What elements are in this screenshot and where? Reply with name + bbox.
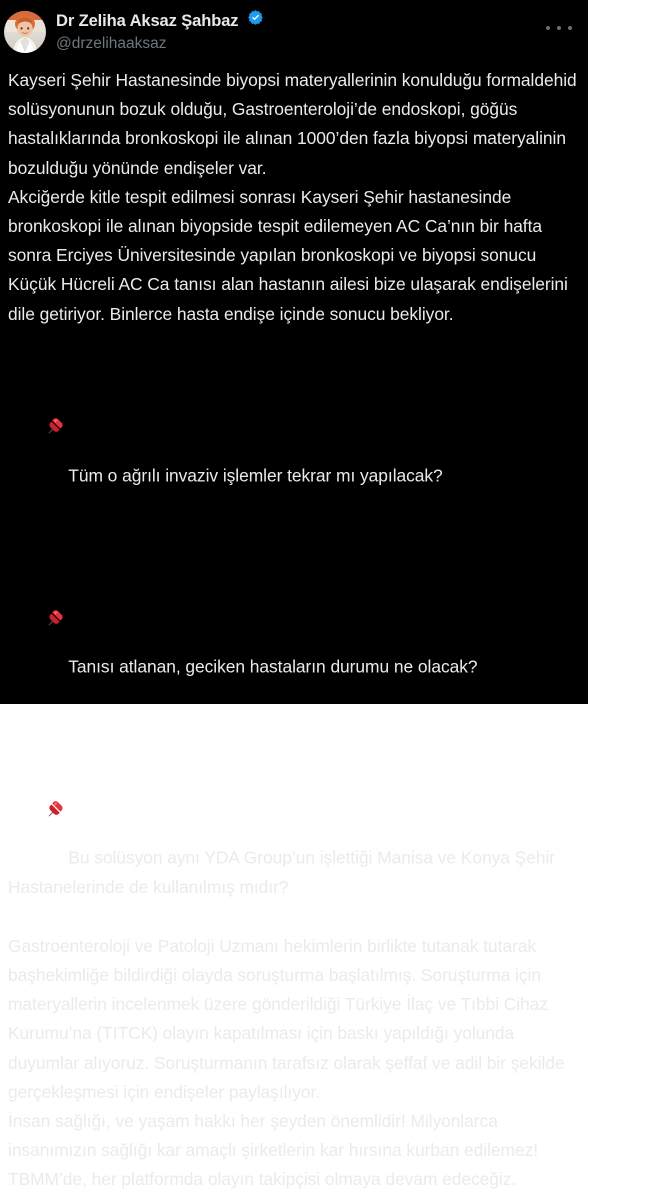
tweet-header	[0, 0, 588, 62]
tweet-paragraph: Kayseri Şehir Hastanesinde biyopsi materyallerinin konulduğu formaldehid solüsyonunun bozuk olduğu, Gastroenteroloji’de endoskopi, göğüs hastalıklarında bronkoskopi ile alınan 1000’den fazla biyopsi materyalinin bozulduğu yönünde endişeler var.	[8, 70, 582, 178]
more-options-icon[interactable]	[546, 20, 572, 36]
tweet-paragraph: Akciğerde kitle tespit edilmesi sonrası Kayseri Şehir hastanesinde bronkoskopi ile alınan biyopside tespit edilemeyen AC Ca’nın bir hafta sonra Erciyes Üniversitesinde yapılan bronkoskopi ve biyopsi sonucu Küçük Hücreli AC Ca tanısı alan hastanın ailesi bize ulaşarak endişelerini dile getiriyor. Binlerce hasta endişe içinde sonucu bekliyor.	[8, 186, 573, 324]
verified-badge-icon	[247, 9, 264, 31]
page-right-margin	[588, 0, 650, 704]
pushpin-icon	[46, 740, 65, 759]
display-name[interactable]: Dr Zeliha Aksaz Şahbaz	[56, 12, 239, 30]
pushpin-icon	[46, 549, 65, 568]
more-dot	[557, 26, 561, 30]
tweet-body	[0, 62, 588, 1195]
pinned-question-text: Tüm o ağrılı invaziv işlemler tekrar mı yapılacak?	[68, 465, 443, 486]
tweet-paragraph: Gastroenteroloji ve Patoloji Uzmanı hekimlerin birlikte tutanak tutarak başhekimliğe bildirdiği olayda soruşturma başlatılmış. Soruşturma için materyallerin incelenmek üzere gönderildiği Türkiye İlaç ve Tıbbi Cihaz Kurumu’na (TITCK) olayın kapatılması için baskı yapıldığı yolunda duyumlar alıyoruz. Soruşturmanın tarafsız olarak şeffaf ve adil bir şekilde gerçekleşmesi için endişeler paylaşılıyor.	[8, 935, 570, 1102]
pinned-question	[8, 520, 578, 711]
avatar-image	[4, 11, 46, 53]
avatar[interactable]	[4, 11, 46, 53]
pinned-question-text: Bu solüsyon aynı YDA Group’un işlettiği Manisa ve Konya Şehir Hastanelerinde de kullanılmış mıdır?	[8, 848, 560, 898]
tweet-paragraph: İnsan sağlığı, ve yaşam hakkı her şeyden önemlidir! Milyonlarca insanımızın sağlığı kar amaçlı şirketlerin kar hırsına kurban edilemez! TBMM’de, her platformda olayın takipçisi olmaya devam edeceğiz.	[8, 1110, 543, 1190]
pinned-question	[8, 711, 578, 931]
account-name-block	[56, 10, 264, 54]
more-dot	[568, 26, 572, 30]
more-dot	[546, 26, 550, 30]
account-handle[interactable]: @drzelihaaksaz	[56, 35, 167, 52]
pushpin-icon	[46, 358, 65, 377]
pinned-question-text: Tanısı atlanan, geciken hastaların durumu ne olacak?	[68, 656, 478, 677]
display-name-row	[56, 10, 264, 32]
pinned-question	[8, 329, 578, 520]
